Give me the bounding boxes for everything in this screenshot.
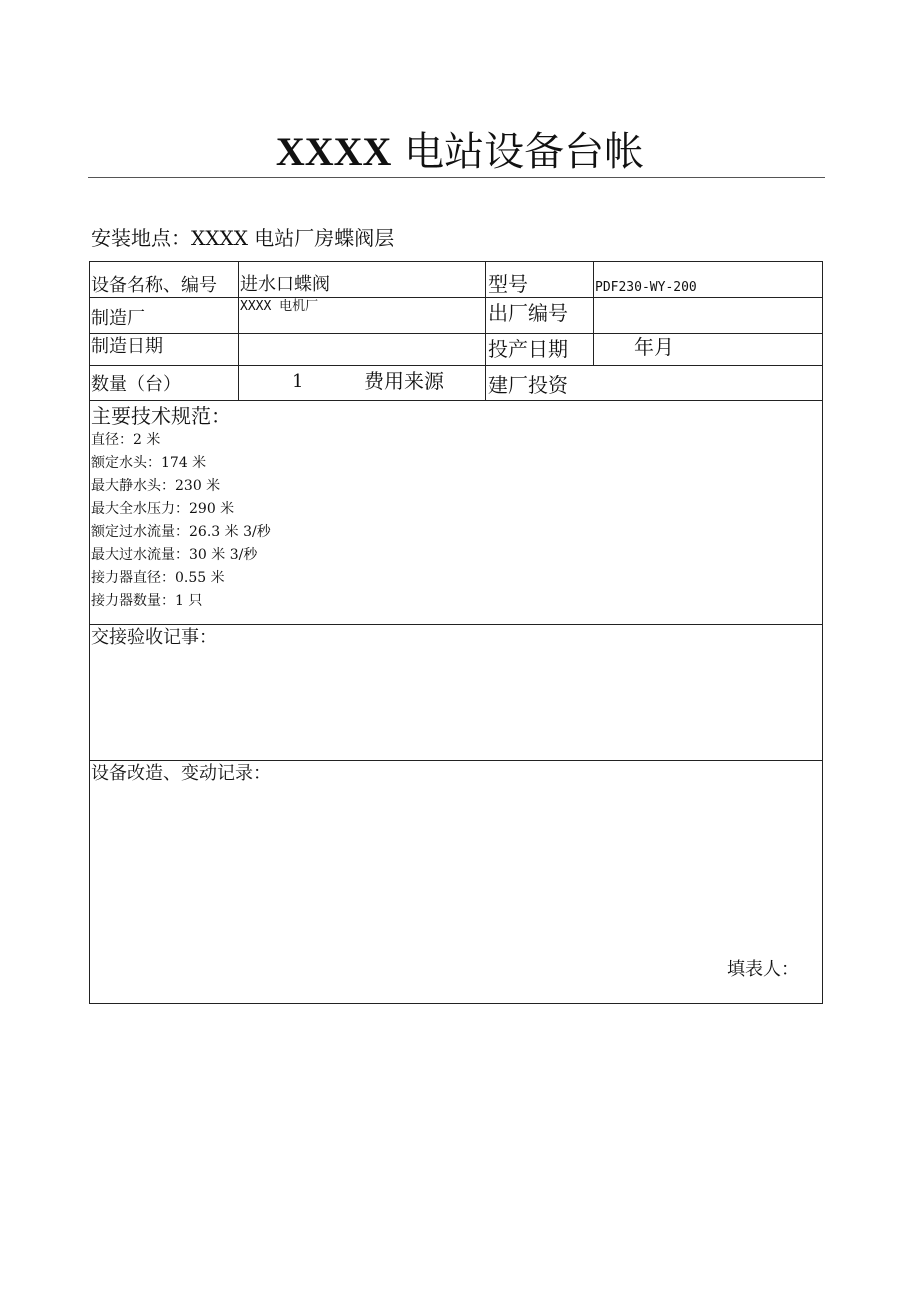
title-latin: XXXX	[275, 129, 392, 174]
maker-value: XXXX 电机厂	[240, 299, 319, 314]
cell-commission-value	[593, 333, 823, 366]
commission-value: 年月	[634, 335, 674, 359]
spec-item: 直径：2 米	[91, 432, 161, 448]
title-underline	[88, 177, 825, 178]
page-title	[0, 126, 920, 178]
qty-label: 数量（台）	[91, 374, 181, 395]
spec-item: 最大全水压力：290 米	[91, 501, 235, 517]
qty-value: 1	[292, 371, 304, 392]
modification-label: 设备改造、变动记录：	[91, 763, 271, 784]
name-label: 设备名称、编号	[91, 275, 217, 296]
model-value: PDF230-WY-200	[595, 280, 697, 295]
filler-label: 填表人：	[727, 959, 799, 980]
install-location: 安装地点：XXXX 电站厂房蝶阀层	[91, 226, 395, 250]
modification-section	[89, 760, 823, 1004]
funding-value: 建厂投资	[488, 373, 568, 397]
name-value: 进水口蝶阀	[240, 274, 330, 295]
cell-serial-value	[593, 297, 823, 334]
handover-label: 交接验收记事：	[91, 627, 217, 648]
model-label: 型号	[488, 272, 528, 296]
commission-label: 投产日期	[488, 337, 568, 361]
spec-item: 接力器数量：1 只	[91, 593, 203, 609]
title-cjk: 电站设备台帐	[404, 129, 645, 175]
spec-item: 额定水头：174 米	[91, 455, 207, 471]
maker-label: 制造厂	[91, 308, 145, 329]
specs-heading: 主要技术规范：	[91, 404, 231, 428]
spec-item: 最大过水流量：30 米 3/秒	[91, 547, 258, 563]
cell-qty-funding	[238, 365, 486, 401]
date-label: 制造日期	[91, 336, 163, 357]
spec-item: 接力器直径：0.55 米	[91, 570, 225, 586]
spec-item: 最大静水头：230 米	[91, 478, 221, 494]
specs-list	[91, 429, 271, 613]
serial-label: 出厂编号	[488, 301, 568, 325]
funding-label: 费用来源	[364, 369, 444, 393]
cell-date-value	[238, 333, 486, 366]
spec-item: 额定过水流量：26.3 米 3/秒	[91, 524, 271, 540]
